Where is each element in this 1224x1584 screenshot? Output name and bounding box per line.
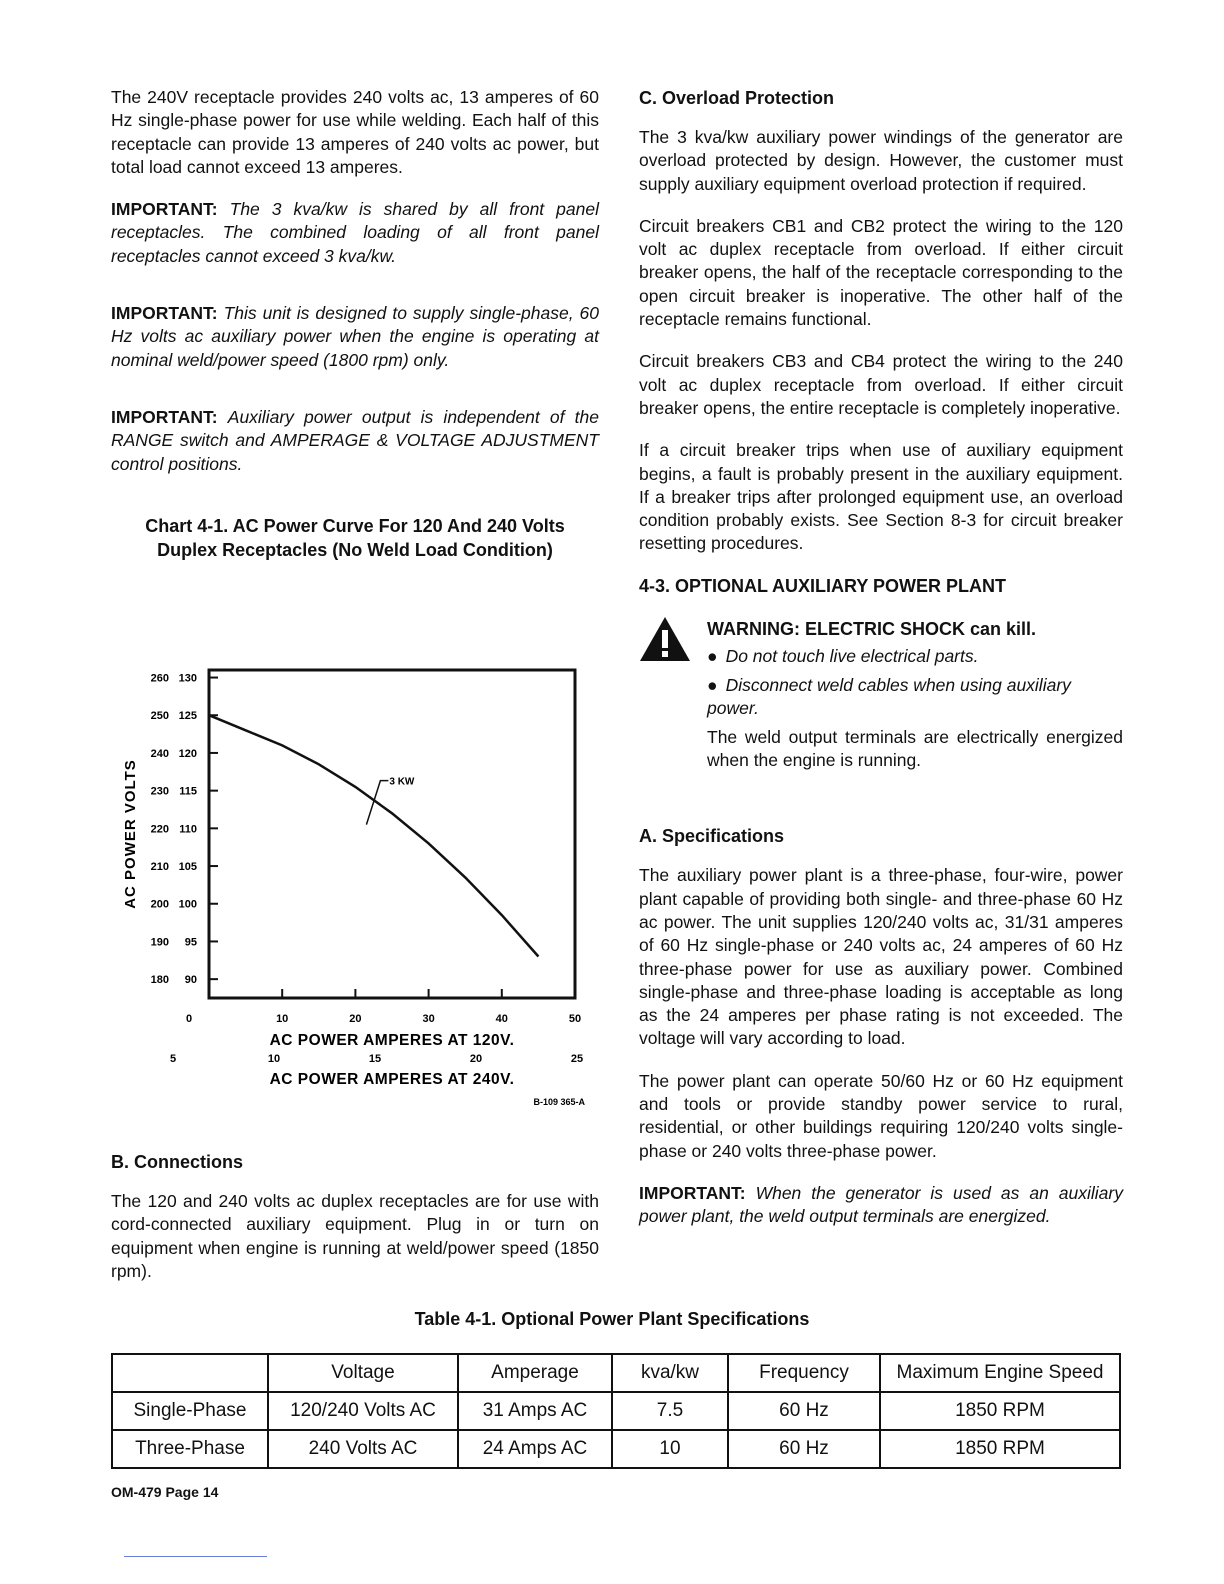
table-header-cell: Frequency xyxy=(728,1354,880,1392)
overload-paragraph-4: If a circuit breaker trips when use of auxiliary equipment begins, a fault is probably present in the auxiliary equipment. If a breaker trips after prolonged equipment use, an overload condition probably exists. See Section 8-3 for circuit breaker resetting procedures. xyxy=(639,440,1123,554)
overload-heading: C. Overload Protection xyxy=(639,88,835,108)
x-tick-label-120v: 10 xyxy=(276,1013,289,1025)
table-header-cell: kva/kw xyxy=(612,1354,728,1392)
important-note-shared-load xyxy=(111,198,599,268)
x-tick-label-120v: 30 xyxy=(422,1013,435,1025)
table-cell: 7.5 xyxy=(612,1392,728,1430)
x-tick-label-240v: 20 xyxy=(469,1053,483,1065)
table-header-cell xyxy=(112,1354,268,1392)
paragraph-240v-receptacle: The 240V receptacle provides 240 volts ac, 13 amperes of 60 Hz single-phase power for use while welding. Each half of this receptacle can provide 13 amperes of 240 volts ac power, but total load cannot exceed 13 amperes. xyxy=(111,87,599,177)
y-tick-label-240v: 230 xyxy=(150,785,169,798)
y-tick-label-120v: 110 xyxy=(179,823,197,836)
x-axis-label-120v: AC POWER AMPERES AT 120V. xyxy=(269,1032,515,1049)
electric-shock-warning xyxy=(639,616,1123,773)
x-tick-label-120v: 20 xyxy=(349,1013,362,1025)
connections-text: The 120 and 240 volts ac duplex receptacles are for use with cord-connected auxiliary equipment. Plug in or turn on equipment when engine is running at weld/power speed (1850 rpm). xyxy=(111,1191,599,1281)
table-header-cell: Maximum Engine Speed xyxy=(880,1354,1120,1392)
overload-paragraph-3: Circuit breakers CB3 and CB4 protect the wiring to the 240 volt ac duplex receptacle from overload. If either circuit breaker opens, the entire receptacle is completely inoperative. xyxy=(639,351,1123,418)
page-footer: OM-479 Page 14 xyxy=(111,1484,219,1500)
table-cell: Single-Phase xyxy=(112,1392,268,1430)
table-cell: Three-Phase xyxy=(112,1430,268,1468)
y-tick-label-120v: 105 xyxy=(178,861,197,874)
table-cell: 60 Hz xyxy=(728,1430,880,1468)
specifications-paragraph-2: The power plant can operate 50/60 Hz or 60 Hz equipment and tools or provide standby power service to rural, residential, or other buildings requiring 120/240 volts single-phase or 240 volts three-phase power. xyxy=(639,1070,1123,1161)
y-axis-label: AC POWER VOLTS xyxy=(122,759,139,909)
table-header-row xyxy=(112,1354,1120,1392)
y-tick-label-120v: 95 xyxy=(184,936,197,949)
y-tick-label-240v: 260 xyxy=(150,672,169,685)
warning-text: The weld output terminals are electrically energized when the engine is running. xyxy=(707,726,1123,771)
y-tick-label-240v: 200 xyxy=(150,898,169,911)
x-tick-label-120v: 50 xyxy=(568,1013,582,1025)
important-text: When the generator is used as an auxiliary power plant, the weld output terminals are energized. xyxy=(639,1182,1123,1227)
y-tick-label-120v: 125 xyxy=(178,710,197,723)
table-cell: 1850 RPM xyxy=(880,1392,1120,1430)
power-plant-specifications-table xyxy=(111,1353,1121,1469)
table-cell: 24 Amps AC xyxy=(458,1430,612,1468)
power-plant-section-heading: 4-3. OPTIONAL AUXILIARY POWER PLANT xyxy=(639,575,1007,596)
table-cell: 240 Volts AC xyxy=(268,1430,458,1468)
x-axis-label-240v: AC POWER AMPERES AT 240V. xyxy=(269,1071,515,1088)
table-cell: 60 Hz xyxy=(728,1392,880,1430)
y-tick-label-120v: 90 xyxy=(184,974,197,987)
overload-paragraph-2: Circuit breakers CB1 and CB2 protect the wiring to the 120 volt ac duplex receptacle from overload. If either circuit breaker opens, the half of the receptacle corresponding to the open circuit breaker is inoperative. The other half of the receptacle remains functional. xyxy=(639,215,1123,330)
important-note-independent xyxy=(111,406,599,476)
y-tick-label-240v: 250 xyxy=(150,710,169,723)
x-tick-label-120v: 40 xyxy=(495,1013,508,1025)
important-text: The 3 kva/kw is shared by all front panel receptacles. The combined loading of all front panel receptacles cannot exceed 3 kva/kw. xyxy=(111,199,599,266)
table-cell: 31 Amps AC xyxy=(458,1392,612,1430)
important-text: Auxiliary power output is independent of the RANGE switch and AMPERAGE & VOLTAGE ADJUSTMENT control positions. xyxy=(111,406,599,474)
x-tick-label-240v: 15 xyxy=(368,1053,382,1065)
table-row xyxy=(112,1392,1120,1430)
specifications-paragraph-1: The auxiliary power plant is a three-phase, four-wire, power plant capable of providing both single- and three-phase 60 Hz ac power. The unit supplies 120/240 volts ac, 31/31 amperes of 60 Hz single-phase or 240 volts ac, 24 amperes of 60 Hz three-phase power for use as auxiliary power. Combined single-phase and three-phase loading is acceptable as long as the 24 amperes per phase rating is not exceeded. The voltage will vary according to load. xyxy=(639,865,1123,1049)
important-note-energized xyxy=(639,1182,1123,1229)
table-cell: 10 xyxy=(612,1430,728,1468)
table-cell: 120/240 Volts AC xyxy=(268,1392,458,1430)
chart-title-line-1: Chart 4-1. AC Power Curve For 120 And 240 Volts xyxy=(145,515,565,536)
ac-power-curve-chart xyxy=(111,648,611,1118)
table-header-cell: Voltage xyxy=(268,1354,458,1392)
y-tick-label-240v: 210 xyxy=(150,861,169,874)
warning-bullet-2: ● Disconnect weld cables when using auxiliary power. xyxy=(707,674,1071,718)
overload-paragraph-1: The 3 kva/kw auxiliary power windings of the generator are overload protected by design. However, the customer must supply auxiliary equipment overload protection if required. xyxy=(639,127,1123,194)
table-cell: 1850 RPM xyxy=(880,1430,1120,1468)
x-tick-label-120v: 0 xyxy=(185,1013,193,1025)
table-row xyxy=(112,1430,1120,1468)
specifications-heading: A. Specifications xyxy=(639,826,785,847)
warning-bullet-1: ● Do not touch live electrical parts. xyxy=(707,645,979,666)
figure-id: B-109 365-A xyxy=(533,1097,585,1107)
table-header-cell: Amperage xyxy=(458,1354,612,1392)
y-tick-label-240v: 220 xyxy=(150,823,169,836)
y-tick-label-120v: 120 xyxy=(178,747,197,760)
footer-line xyxy=(124,1556,267,1557)
x-tick-label-240v: 25 xyxy=(570,1053,584,1065)
connections-section xyxy=(111,1150,599,1283)
table-title: Table 4-1. Optional Power Plant Specifications xyxy=(414,1309,810,1329)
y-tick-label-240v: 240 xyxy=(150,747,169,760)
x-tick-label-240v: 10 xyxy=(267,1053,281,1065)
important-label: IMPORTANT: xyxy=(111,303,218,324)
important-label: IMPORTANT: xyxy=(111,199,218,220)
y-tick-label-240v: 180 xyxy=(150,974,169,987)
chart-title-line-2: Duplex Receptacles (No Weld Load Condition) xyxy=(157,539,553,560)
connections-heading: B. Connections xyxy=(111,1152,244,1172)
y-tick-label-120v: 100 xyxy=(178,898,197,911)
left-column xyxy=(111,86,599,562)
right-column xyxy=(639,86,1123,1229)
warning-title: WARNING: ELECTRIC SHOCK can kill. xyxy=(707,618,1037,639)
important-text: This unit is designed to supply single-phase, 60 Hz volts ac auxiliary power when the engine is operating at nominal weld/power speed (1800 rpm) only. xyxy=(111,303,599,370)
x-tick-label-240v: 5 xyxy=(169,1053,177,1065)
important-label: IMPORTANT: xyxy=(111,406,218,427)
y-tick-label-120v: 130 xyxy=(178,672,197,685)
important-note-single-phase xyxy=(111,302,599,372)
important-label: IMPORTANT: xyxy=(639,1182,746,1203)
y-tick-label-240v: 190 xyxy=(150,936,169,949)
warning-triangle-icon xyxy=(639,616,691,662)
series-line-3kw xyxy=(209,715,538,956)
plot-frame xyxy=(209,670,575,998)
y-tick-label-120v: 115 xyxy=(179,785,197,798)
annotation-label: 3 KW xyxy=(389,776,415,788)
